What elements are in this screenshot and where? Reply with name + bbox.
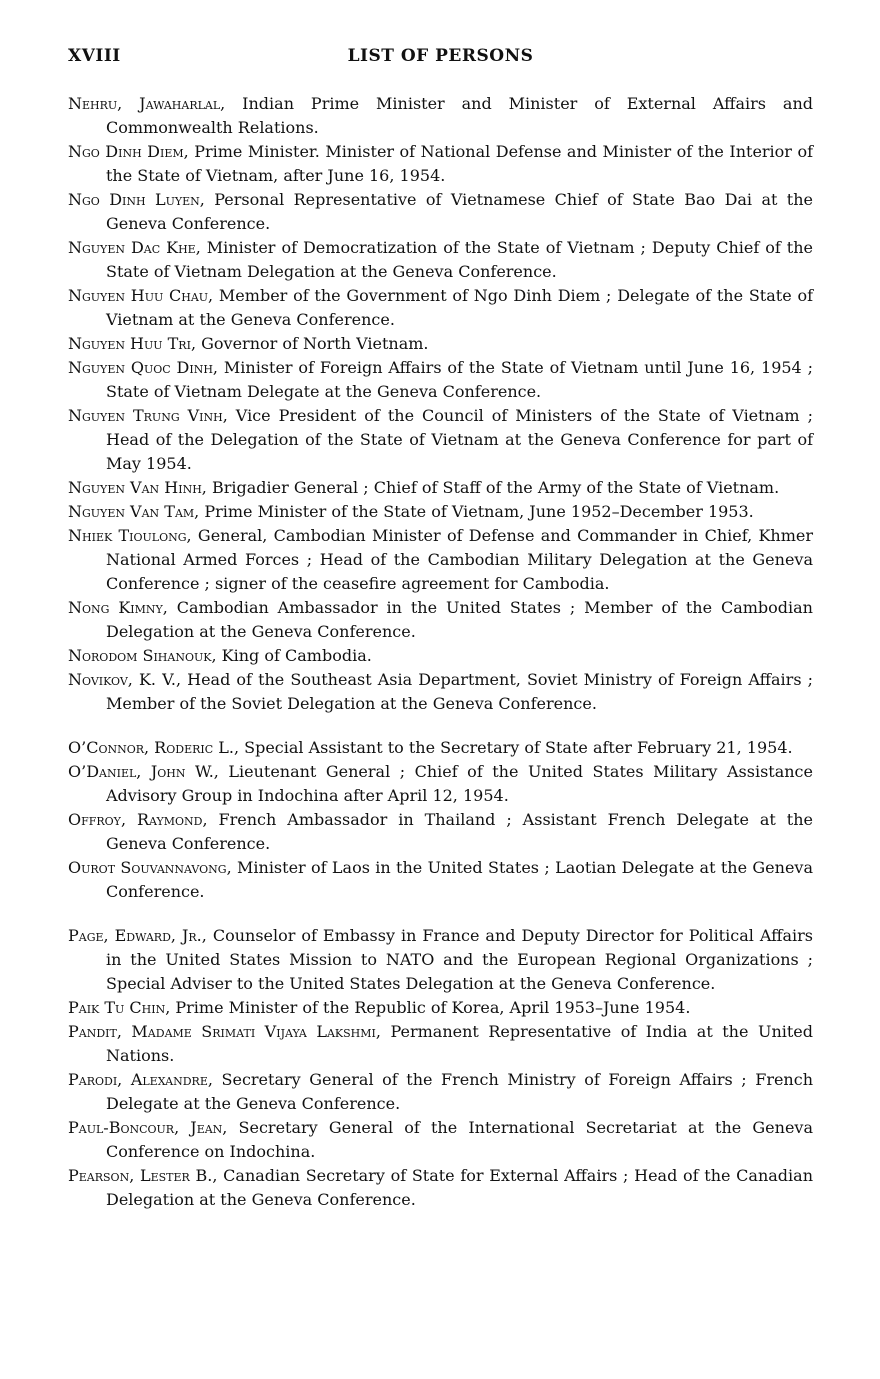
person-description: Minister of Democratization of the State of Vietnam ; Deputy Chief of the State of Vietnam Delegation at the Geneva Conference. [106,238,814,281]
list-item [68,644,813,668]
list-item [68,500,813,524]
list-item [68,476,813,500]
person-description: Minister of Foreign Affairs of the State of Vietnam until June 16, 1954 ; State of Vietnam Delegate at the Geneva Conference. [106,358,813,401]
list-item [68,332,813,356]
person-name: Pearson, Lester B., [68,1166,218,1185]
person-name: Offroy, Raymond, [68,810,208,829]
list-item [68,1020,813,1068]
person-description: French Ambassador in Thailand ; Assistant French Delegate at the Geneva Conference. [106,810,813,853]
person-description: Personal Representative of Vietnamese Chief of State Bao Dai at the Geneva Conference. [106,190,813,233]
person-name: Nguyen Dac Khe, [68,238,201,257]
person-name: Nehru, Jawaharlal, [68,94,226,113]
list-item [68,736,813,760]
person-name: Nhiek Tioulong, [68,526,192,545]
person-description: Brigadier General ; Chief of Staff of the Army of the State of Vietnam. [206,478,780,497]
person-description: Indian Prime Minister and Minister of External Affairs and Commonwealth Relations. [106,94,814,137]
list-item [68,808,813,856]
person-description: Secretary General of the International Secretariat at the Geneva Conference on Indochina. [106,1118,813,1161]
person-name: Paul-Boncour, Jean, [68,1118,228,1137]
list-item [68,188,813,236]
list-item [68,996,813,1020]
person-description: Special Assistant to the Secretary of State after February 21, 1954. [239,738,793,757]
person-description: Permanent Representative of India at the United Nations. [106,1022,814,1065]
document-page [68,46,813,1212]
person-description: Prime Minister of the State of Vietnam, June 1952–December 1953. [199,502,754,521]
person-name: Nguyen Trung Vinh, [68,406,228,425]
person-description: Governor of North Vietnam. [196,334,429,353]
person-name: Novikov, K. V., [68,670,182,689]
entry-group-o [68,736,813,904]
person-name: Parodi, Alexandre, [68,1070,213,1089]
person-description: Vice President of the Council of Ministers of the State of Vietnam ; Head of the Delegation of the State of Vietnam at the Geneva Conference for part of May 1954. [106,406,813,473]
list-item [68,236,813,284]
person-description: General, Cambodian Minister of Defense and Commander in Chief, Khmer National Armed Forces ; Head of the Cambodian Military Delegation at the Geneva Conference ; signer of the ceasefire agreement for Cambodia. [106,526,813,593]
list-item [68,1164,813,1212]
person-name: O’Daniel, John W., [68,762,219,781]
person-description: Head of the Southeast Asia Department, Soviet Ministry of Foreign Affairs ; Member of the Soviet Delegation at the Geneva Conference. [106,670,814,713]
person-description: Lieutenant General ; Chief of the United States Military Assistance Advisory Group in Indochina after April 12, 1954. [106,762,813,805]
person-name: Nguyen Quoc Dinh, [68,358,219,377]
person-description: King of Cambodia. [216,646,372,665]
list-item [68,404,813,476]
list-item [68,760,813,808]
page-header [68,46,813,70]
person-name: Nguyen Van Hinh, [68,478,207,497]
list-item [68,356,813,404]
person-name: Ngo Dinh Diem, [68,142,189,161]
person-name: Page, Edward, Jr., [68,926,207,945]
list-item [68,92,813,140]
person-description: Secretary General of the French Ministry of Foreign Affairs ; French Delegate at the Geneva Conference. [106,1070,814,1113]
person-description: Member of the Government of Ngo Dinh Diem ; Delegate of the State of Vietnam at the Geneva Conference. [106,286,813,329]
list-item [68,284,813,332]
person-name: O’Connor, Roderic L., [68,738,240,757]
list-item [68,924,813,996]
person-name: Ngo Dinh Luyen, [68,190,205,209]
entry-group-p [68,924,813,1212]
person-name: Paik Tu Chin, [68,998,171,1017]
person-name: Nong Kimny, [68,598,168,617]
person-description: Cambodian Ambassador in the United States ; Member of the Cambodian Delegation at the Geneva Conference. [106,598,813,641]
person-name: Norodom Sihanouk, [68,646,217,665]
person-description: Canadian Secretary of State for External Affairs ; Head of the Canadian Delegation at the Geneva Conference. [106,1166,814,1209]
list-item [68,1068,813,1116]
person-name: Nguyen Huu Tri, [68,334,197,353]
list-item [68,596,813,644]
page-number: XVIII [68,46,121,66]
person-description: Prime Minister of the Republic of Korea, April 1953–June 1954. [170,998,691,1017]
entry-group-n [68,92,813,716]
person-description: Counselor of Embassy in France and Deputy Director for Political Affairs in the United States Mission to NATO and the European Regional Organizations ; Special Adviser to the United States Delegation at the Geneva Conference. [106,926,813,993]
list-item [68,140,813,188]
person-name: Pandit, Madame Srimati Vijaya Lakshmi, [68,1022,381,1041]
person-name: Nguyen Huu Chau, [68,286,214,305]
list-item [68,1116,813,1164]
list-item [68,524,813,596]
person-name: Nguyen Van Tam, [68,502,200,521]
person-description: Minister of Laos in the United States ; Laotian Delegate at the Geneva Conference. [106,858,813,901]
list-item [68,856,813,904]
person-name: Ourot Souvannavong, [68,858,232,877]
person-description: Prime Minister. Minister of National Defense and Minister of the Interior of the State of Vietnam, after June 16, 1954. [106,142,814,185]
list-item [68,668,813,716]
page-title: LIST OF PERSONS [347,46,534,66]
